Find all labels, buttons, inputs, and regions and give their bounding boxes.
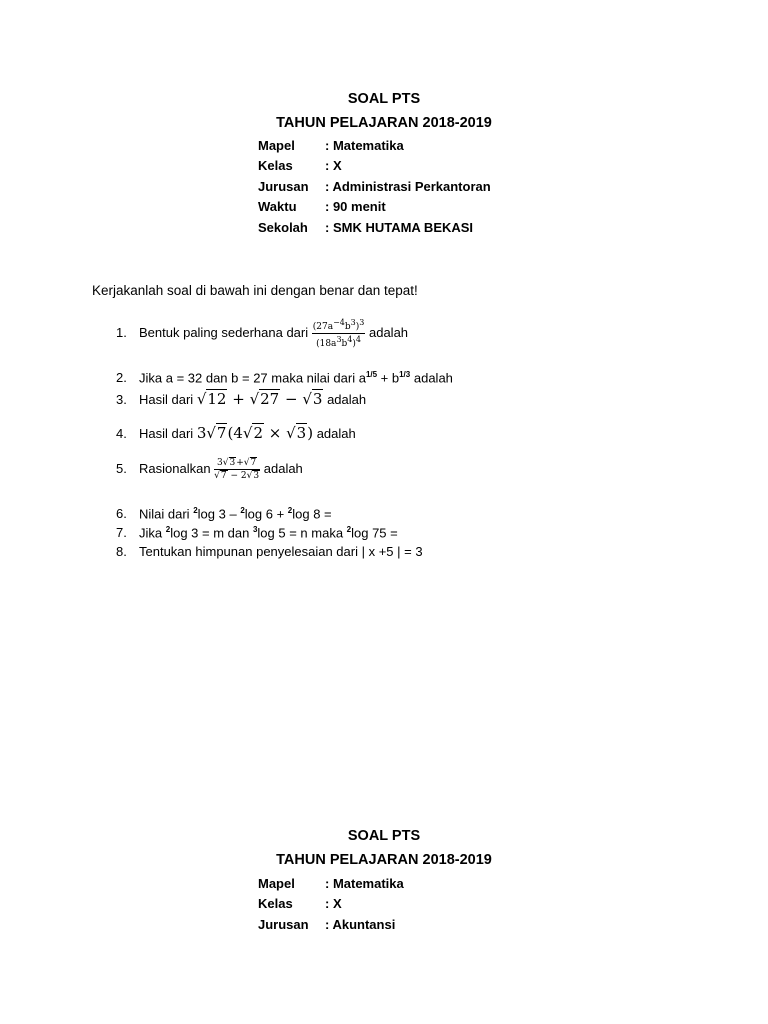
info-row-jurusan-2: Jurusan : Akuntansi — [258, 917, 396, 932]
question-4: 4. Hasil dari 3√7(4√2 × √3) adalah — [116, 424, 356, 442]
question-1: 1. Bentuk paling sederhana dari $\frac{(27a^{-4}b^3)^3}{(18a^3b^4)^4}$ adalah — [116, 318, 409, 349]
question-6: 6. Nilai dari $^2$log 3 – $^2$log 6 + $^2$log 8 = — [116, 506, 332, 522]
info-row-mapel: Mapel : Matematika — [258, 138, 404, 153]
fraction-expression: $\frac{(27a^{-4}b^3)^3}{(18a^3b^4)^4}$ — [312, 318, 365, 349]
fraction-expression: $\frac{3√3+√7}{√7 - 2√3}$ — [214, 458, 260, 481]
info-row-kelas: Kelas : X — [258, 158, 342, 173]
info-row-waktu: Waktu : 90 menit — [258, 199, 386, 214]
info-row-sekolah: Sekolah : SMK HUTAMA BEKASI — [258, 220, 474, 235]
instructions: Kerjakanlah soal di bawah ini dengan benar dan tepat! — [92, 283, 418, 298]
info-row-kelas-2: Kelas : X — [258, 896, 342, 911]
exam-title-2: SOAL PTS — [347, 828, 421, 844]
school-year-2: TAHUN PELAJARAN 2018-2019 — [276, 852, 492, 868]
info-row-mapel-2: Mapel : Matematika — [258, 876, 404, 891]
question-8: 8. Tentukan himpunan penyelesaian dari | x +5 | = 3 — [116, 544, 423, 559]
exam-title: SOAL PTS — [347, 91, 421, 107]
school-year: TAHUN PELAJARAN 2018-2019 — [276, 115, 492, 131]
question-2: 2. Jika a = 32 dan b = 27 maka nilai dari $a^{1/5} + b^{1/3}$ adalah — [116, 370, 453, 386]
question-5: 5. Rasionalkan $\frac{3√3+√7}{√7 - 2√3}$ adalah — [116, 458, 303, 481]
question-3: 3. Hasil dari √12 + √27 − √3 adalah — [116, 390, 367, 408]
question-7: 7. Jika $^2$log 3 = m dan $^3$log 5 = n maka $^2$log 75 = — [116, 525, 398, 541]
info-row-jurusan: Jurusan : Administrasi Perkantoran — [258, 179, 491, 194]
